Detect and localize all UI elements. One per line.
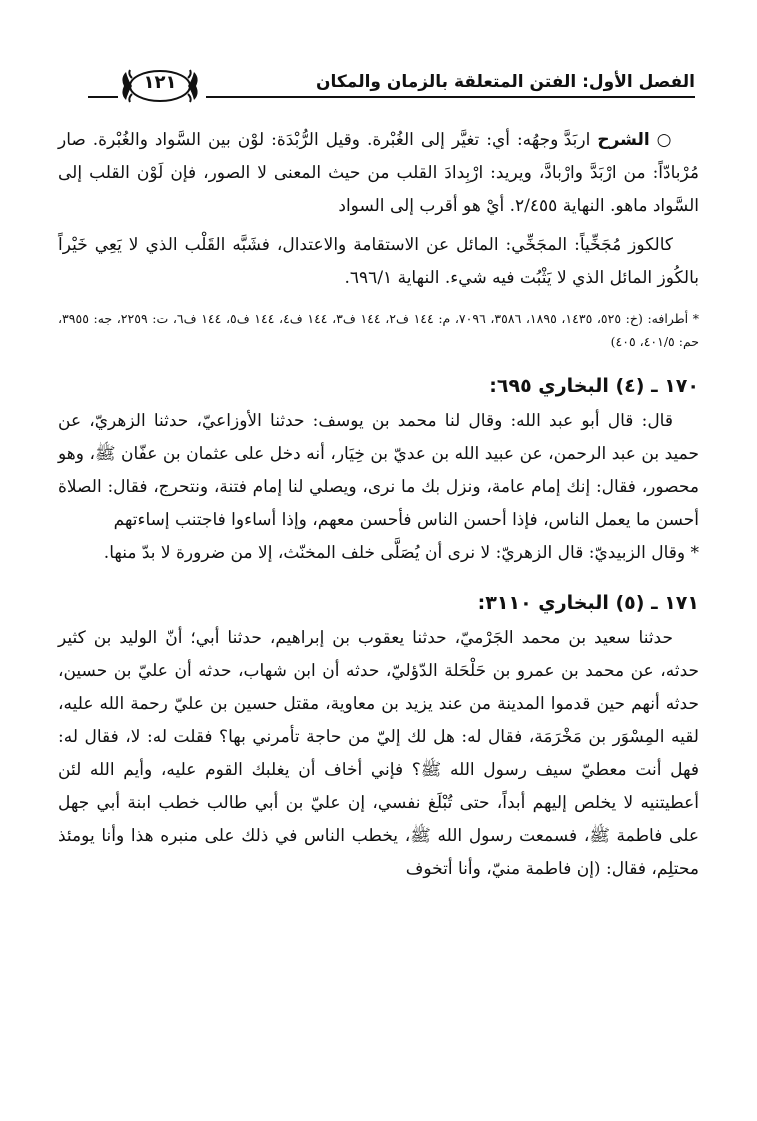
hadith-170-text: قال: قال أبو عبد الله: وقال لنا محمد بن يوسف: حدثنا الأوزاعيّ، حدثنا الزهريّ، عن حميد بن عبد الرحمن، عن عبيد الله بن عديّ بن خِيَار، أنه دخل على عثمان بن عفّان ﷺ، وهو محصور، فقال: إنك إمام عامة، ونزل بك ما نرى، ويصلي لنا إمام فتنة، ونتحرج، فقال: الصلاة أحسن ما يعمل الناس، فإذا أحسن الناس فأحسن معهم، وإذا أساءوا فاجتنب إساءتهم <box>58 411 699 530</box>
cross-references: * أطرافه: (خ: ٥٢٥، ١٤٣٥، ١٨٩٥، ٣٥٨٦، ٧٠٩٦، م: ١٤٤ ف٢، ١٤٤ ف٣، ١٤٤ ف٤، ١٤٤ ف٥، ١٤٤ ف٦، ت: ٢٢٥٩، جه: ٣٩٥٥، حم: ٤٠١/٥، ٤٠٥) <box>58 311 699 349</box>
hadith-170-heading: ١٧٠ ـ (٤) البخاري ٦٩٥: <box>489 375 699 397</box>
header-rule <box>206 96 695 98</box>
gloss-label: الشرح <box>597 130 650 150</box>
page-body <box>58 124 699 886</box>
hadith-171-text: حدثنا سعيد بن محمد الجَرْميّ، حدثنا يعقوب بن إبراهيم، حدثنا أبي؛ أنّ الوليد بن كثير حدثه، عن محمد بن عمرو بن حَلْحَلة الدّؤليّ، حدثه أن ابن شهاب، حدثه أن عليّ بن حسين، حدثه أنهم حين قدموا المدينة من عند يزيد بن معاوية، مقتل حسين بن عليّ رحمة الله عليه، لقيه المِسْوَر بن مَخْرَمَة، فقال له: هل لك إليّ من حاجة تأمرني بها؟ فقلت له: لا، فقال له: فهل أنت معطيّ سيف رسول الله ﷺ؟ فإني أخاف أن يغلبك القوم عليه، وأيم الله لئن أعطيتنيه لا يخلص إليهم أبداً، حتى تُبْلَغ نفسي، إن عليّ بن أبي طالب خطب ابنة أبي جهل على فاطمة ﷺ، فسمعت رسول الله ﷺ، يخطب الناس في ذلك على منبره هذا وأنا يومئذ محتلِم، فقال: (إن فاطمة منيّ، وأنا أتخوف <box>58 628 699 879</box>
header-rule-left <box>88 96 118 98</box>
gloss-paragraph-2: كالكوز مُجَخِّياً: المجَخِّي: المائل عن الاستقامة والاعتدال، فشَبَّه القَلْب الذي لا يَعِي خَيْراً بالكُوز المائل الذي لا يَثْبُت فيه شيء. النهاية ٦٩٦/١. <box>58 235 699 288</box>
hadith-171-heading: ١٧١ ـ (٥) البخاري ٣١١٠: <box>477 592 699 614</box>
hadith-170-note: * وقال الزبيديّ: قال الزهريّ: لا نرى أن يُصَلَّى خلف المخنّث، إلا من ضرورة لا بدّ منها. <box>103 543 699 563</box>
running-header <box>88 66 695 106</box>
chapter-title: الفصل الأول: الفتن المتعلقة بالزمان والمكان <box>316 72 695 92</box>
circle-bullet-icon: ○ <box>656 130 674 150</box>
gloss-text: اربَدَّ وجهُه: أي: تغيَّر إلى الغُبْرة. وقيل الرُّبْدَة: لوْن بين السَّواد والغُبْرة. صار مُرْبادّاً: من ارْبَدَّ وارْبادَّ، ويريد: ارْبِدادَ القلب من حيث المعنى لا الصور، فإن لَوْن القلب إلى السَّواد ماهو. النهاية ٢/٤٥٥. أيْ هو أقرب إلى السواد <box>58 130 699 216</box>
gloss-paragraph <box>58 124 699 223</box>
page-number: ١٢١ <box>143 72 177 93</box>
